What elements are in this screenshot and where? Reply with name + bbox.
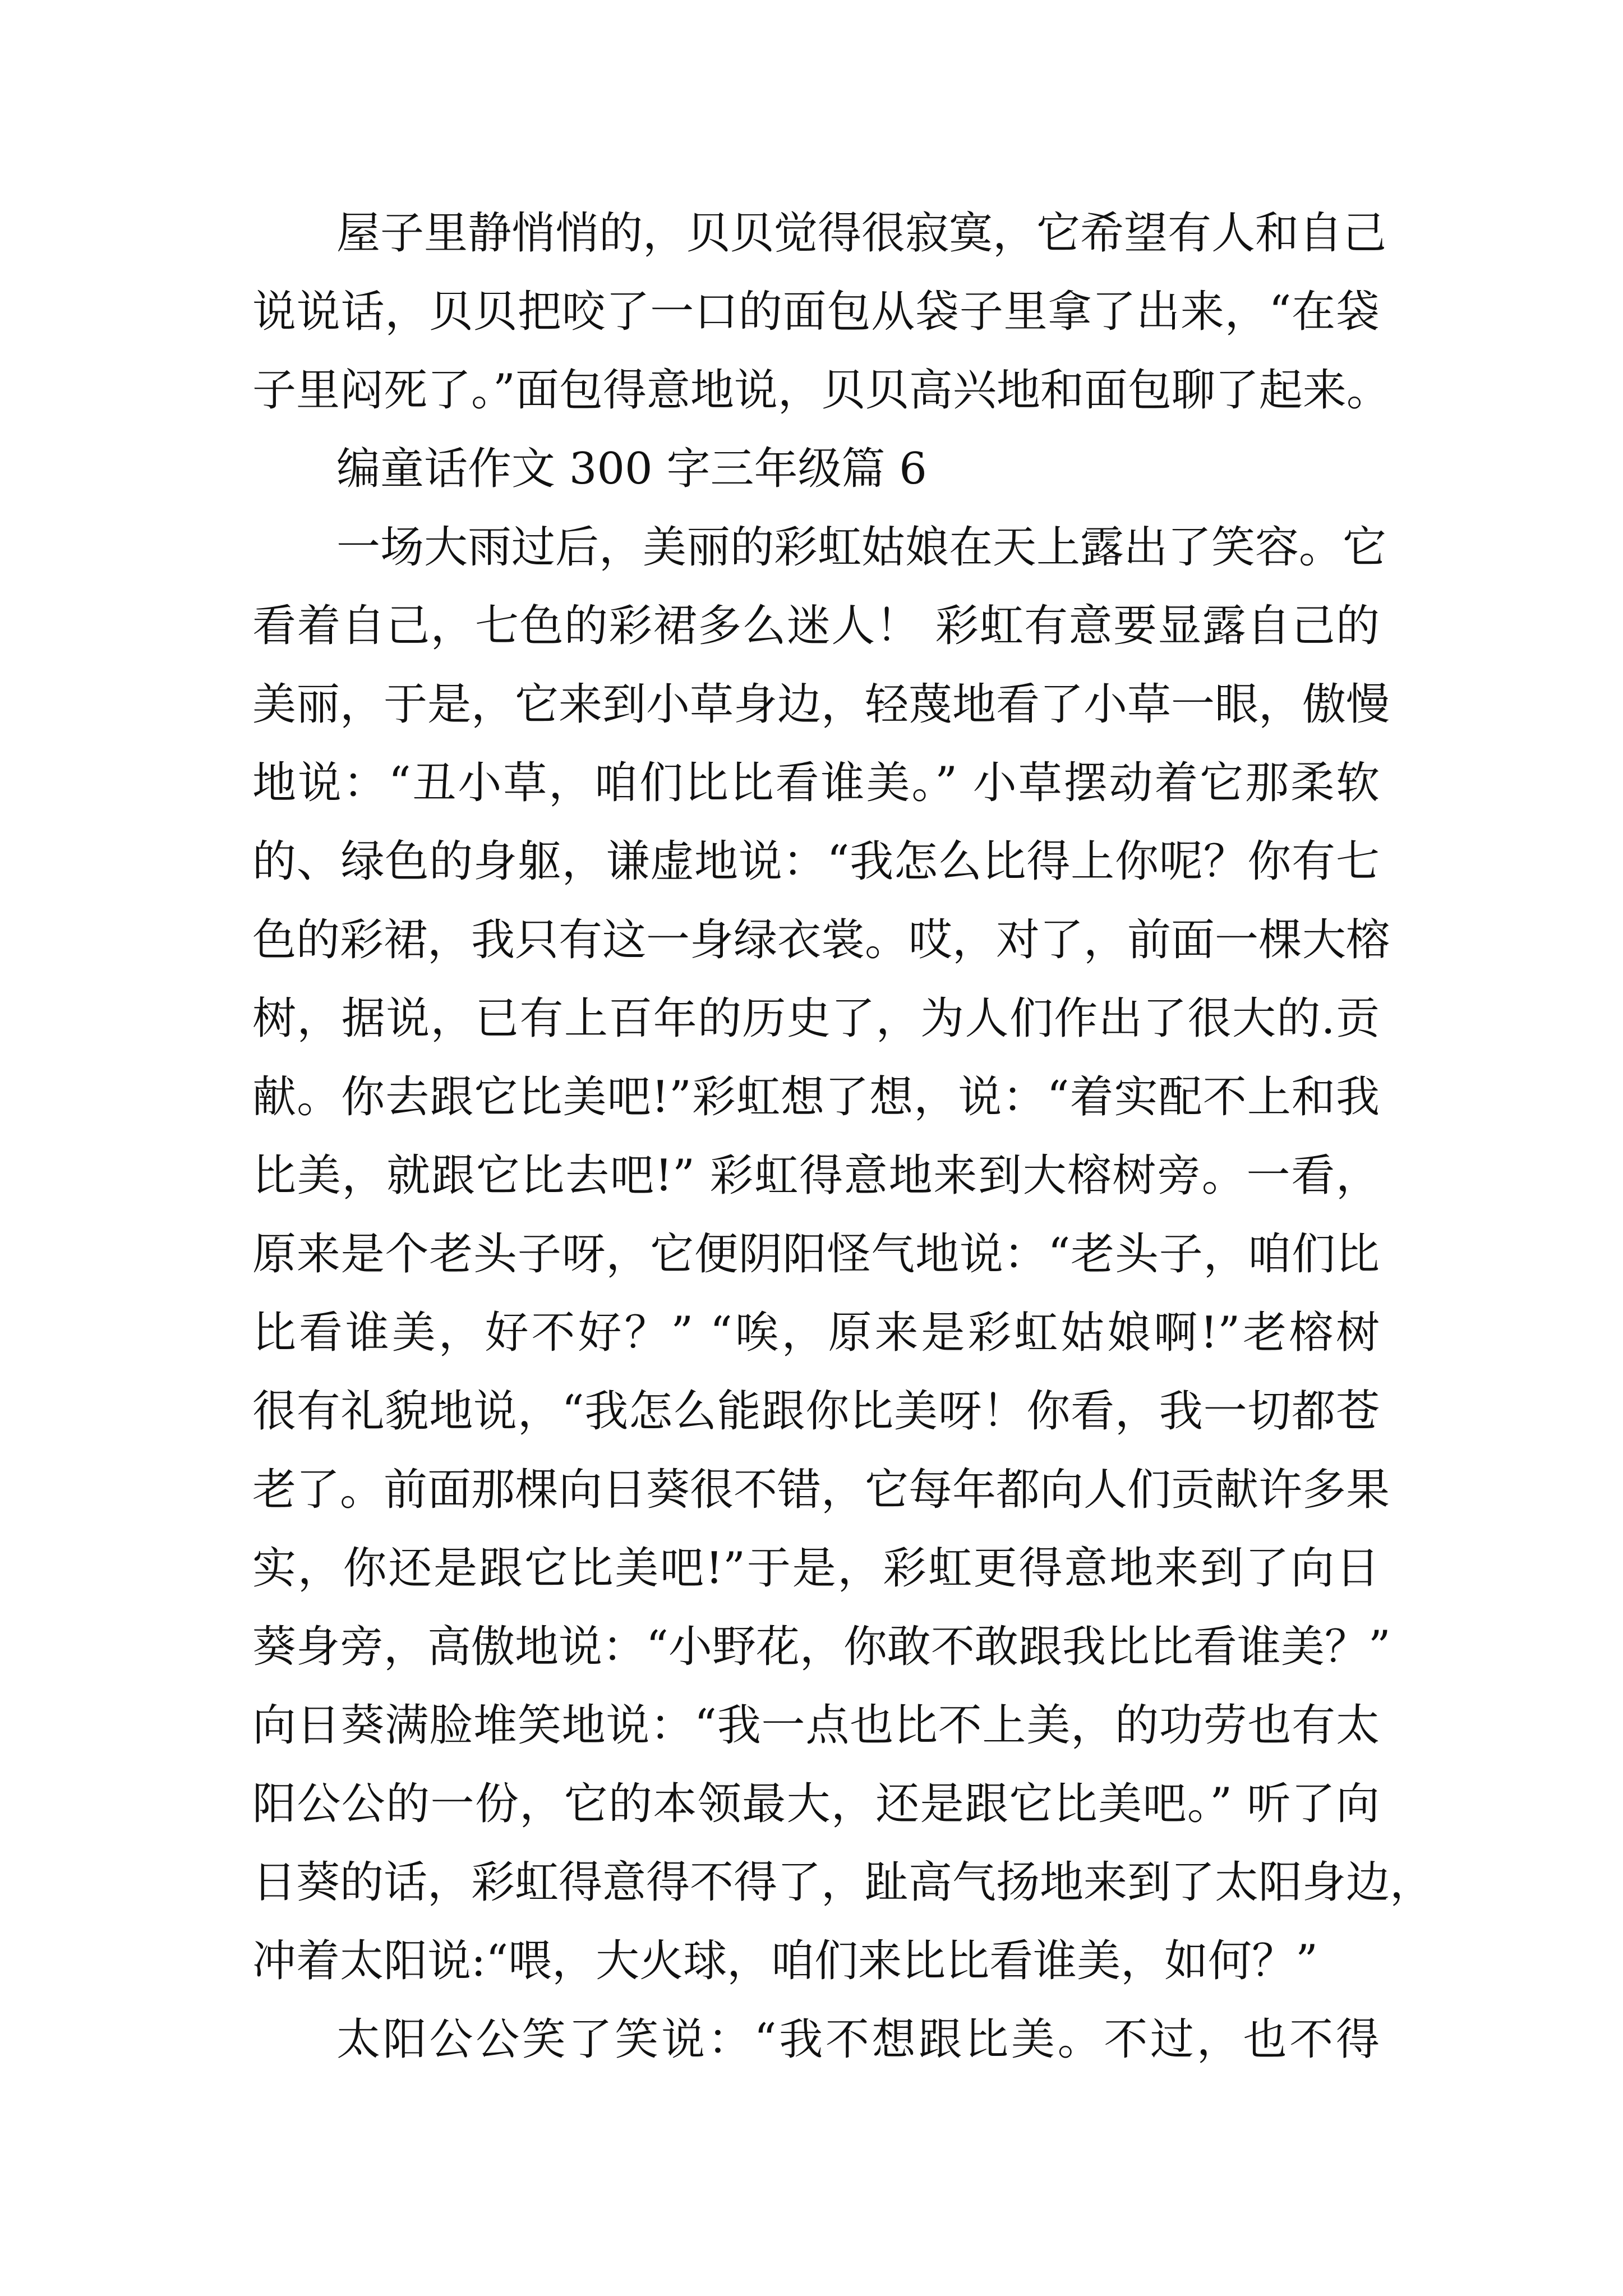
text-line: 一场大雨过后，美丽的彩虹姑娘在天上露出了笑容。它 [336,522,1387,573]
text-line: 冲着太阳说:“喂，大火球，咱们来比比看谁美，如何？” [252,1936,1318,1986]
section-heading: 编童话作文 300 字三年级篇 6 [336,444,927,494]
text-line: 说说话，贝贝把咬了一口的面包从袋子里拿了出来，“在袋 [252,287,1380,337]
text-line: 美丽，于是，它来到小草身边，轻蔑地看了小草一眼，傲慢 [252,679,1390,730]
text-line: 很有礼貌地说，“我怎么能跟你比美呀！你看，我一切都苍 [252,1386,1380,1437]
text-line: 比看谁美，好不好？” “唉，原来是彩虹姑娘啊!”老榕树 [252,1308,1380,1358]
text-line: 实，你还是跟它比美吧!”于是，彩虹更得意地来到了向日 [252,1543,1380,1594]
text-line: 子里闷死了。”面包得意地说，贝贝高兴地和面包聊了起来。 [252,365,1390,416]
text-line: 地说：“丑小草，咱们比比看谁美。” 小草摆动着它那柔软 [252,758,1380,808]
text-line: 葵身旁，高傲地说：“小野花，你敢不敢跟我比比看谁美？” [252,1622,1391,1672]
text-line: 树，据说，已有上百年的历史了，为人们作出了很大的.贡 [252,993,1380,1044]
text-line: 老了。前面那棵向日葵很不错，它每年都向人们贡献许多果 [252,1465,1390,1515]
text-line: 比美，就跟它比去吧!” 彩虹得意地来到大榕树旁。一看， [252,1151,1380,1201]
text-line: 屋子里静悄悄的，贝贝觉得很寂寞，它希望有人和自己 [336,208,1387,259]
text-line: 的、绿色的身躯，谦虚地说：“我怎么比得上你呢？你有七 [252,836,1380,887]
text-line: 阳公公的一份，它的本领最大，还是跟它比美吧。” 听了向 [252,1779,1380,1829]
text-line: 原来是个老头子呀，它便阴阳怪气地说：“老头子，咱们比 [252,1229,1380,1280]
text-line: 献。你去跟它比美吧!”彩虹想了想，说：“着实配不上和我 [252,1072,1380,1122]
text-line: 看着自己，七色的彩裙多么迷人！ 彩虹有意要显露自己的 [252,601,1380,651]
text-line: 日葵的话，彩虹得意得不得了，趾高气扬地来到了太阳身边， [252,1857,1434,1908]
text-line: 向日葵满脸堆笑地说：“我一点也比不上美，的功劳也有太 [252,1700,1380,1751]
text-line: 色的彩裙，我只有这一身绿衣裳。哎，对了，前面一棵大榕 [252,915,1390,965]
text-line: 太阳公公笑了笑说：“我不想跟比美。不过，也不得 [336,2014,1380,2065]
